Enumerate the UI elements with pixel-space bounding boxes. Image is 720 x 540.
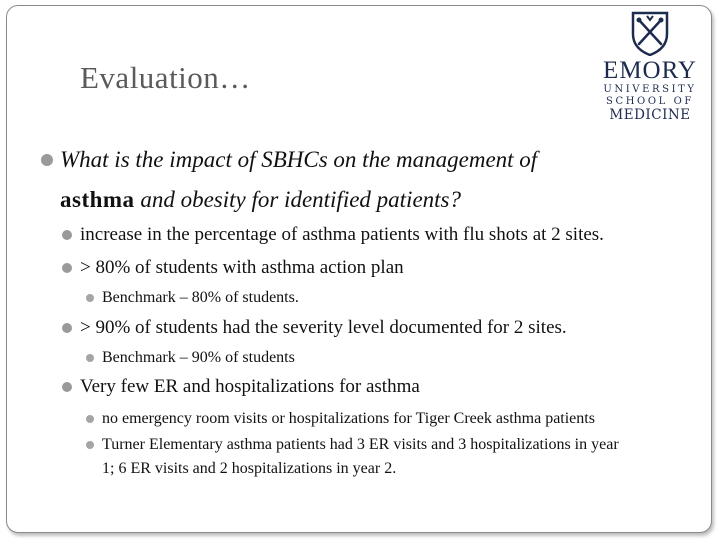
list-item-bullet [62,323,72,333]
list-item-flu-shots: increase in the percentage of asthma patients with flu shots at 2 sites. [80,224,604,245]
logo-medicine-text: MEDICINE [609,107,691,123]
question-line-2 [60,185,461,215]
sub-item-bullet [86,441,94,449]
sub-item-bullet [86,354,94,362]
list-item-bullet [62,382,72,392]
sub-item-tiger-creek: no emergency room visits or hospitalizations for Tiger Creek asthma patients [102,410,595,427]
list-item-bullet [62,230,72,240]
question-bullet [41,154,53,166]
logo-school-text: SCHOOL OF [606,96,694,107]
list-item-er-hospitalizations: Very few ER and hospitalizations for asthma [80,376,420,397]
emory-logo [600,10,700,138]
logo-university-text: UNIVERSITY [603,84,697,95]
sub-item-turner-line-1: Turner Elementary asthma patients had 3 ER visits and 3 hospitalizations in year [102,436,619,453]
shield-crest-icon [630,10,670,56]
question-bold-word: asthma [60,187,135,212]
list-item-severity-level: > 90% of students had the severity level documented for 2 sites. [80,317,567,338]
logo-emory-text: EMORY [603,57,697,84]
sub-item-turner-line-2: 1; 6 ER visits and 2 hospitalizations in year 2. [102,460,397,477]
slide-title: Evaluation… [80,60,251,95]
list-item-bullet [62,263,72,273]
list-item-action-plan: > 80% of students with asthma action plan [80,257,404,278]
sub-item-benchmark-80: Benchmark – 80% of students. [102,289,299,306]
question-line-1: What is the impact of SBHCs on the management of [60,147,538,172]
question-line-2-rest: and obesity for identified patients? [134,187,461,212]
sub-item-benchmark-90: Benchmark – 90% of students [102,349,295,366]
sub-item-bullet [86,415,94,423]
sub-item-bullet [86,294,94,302]
